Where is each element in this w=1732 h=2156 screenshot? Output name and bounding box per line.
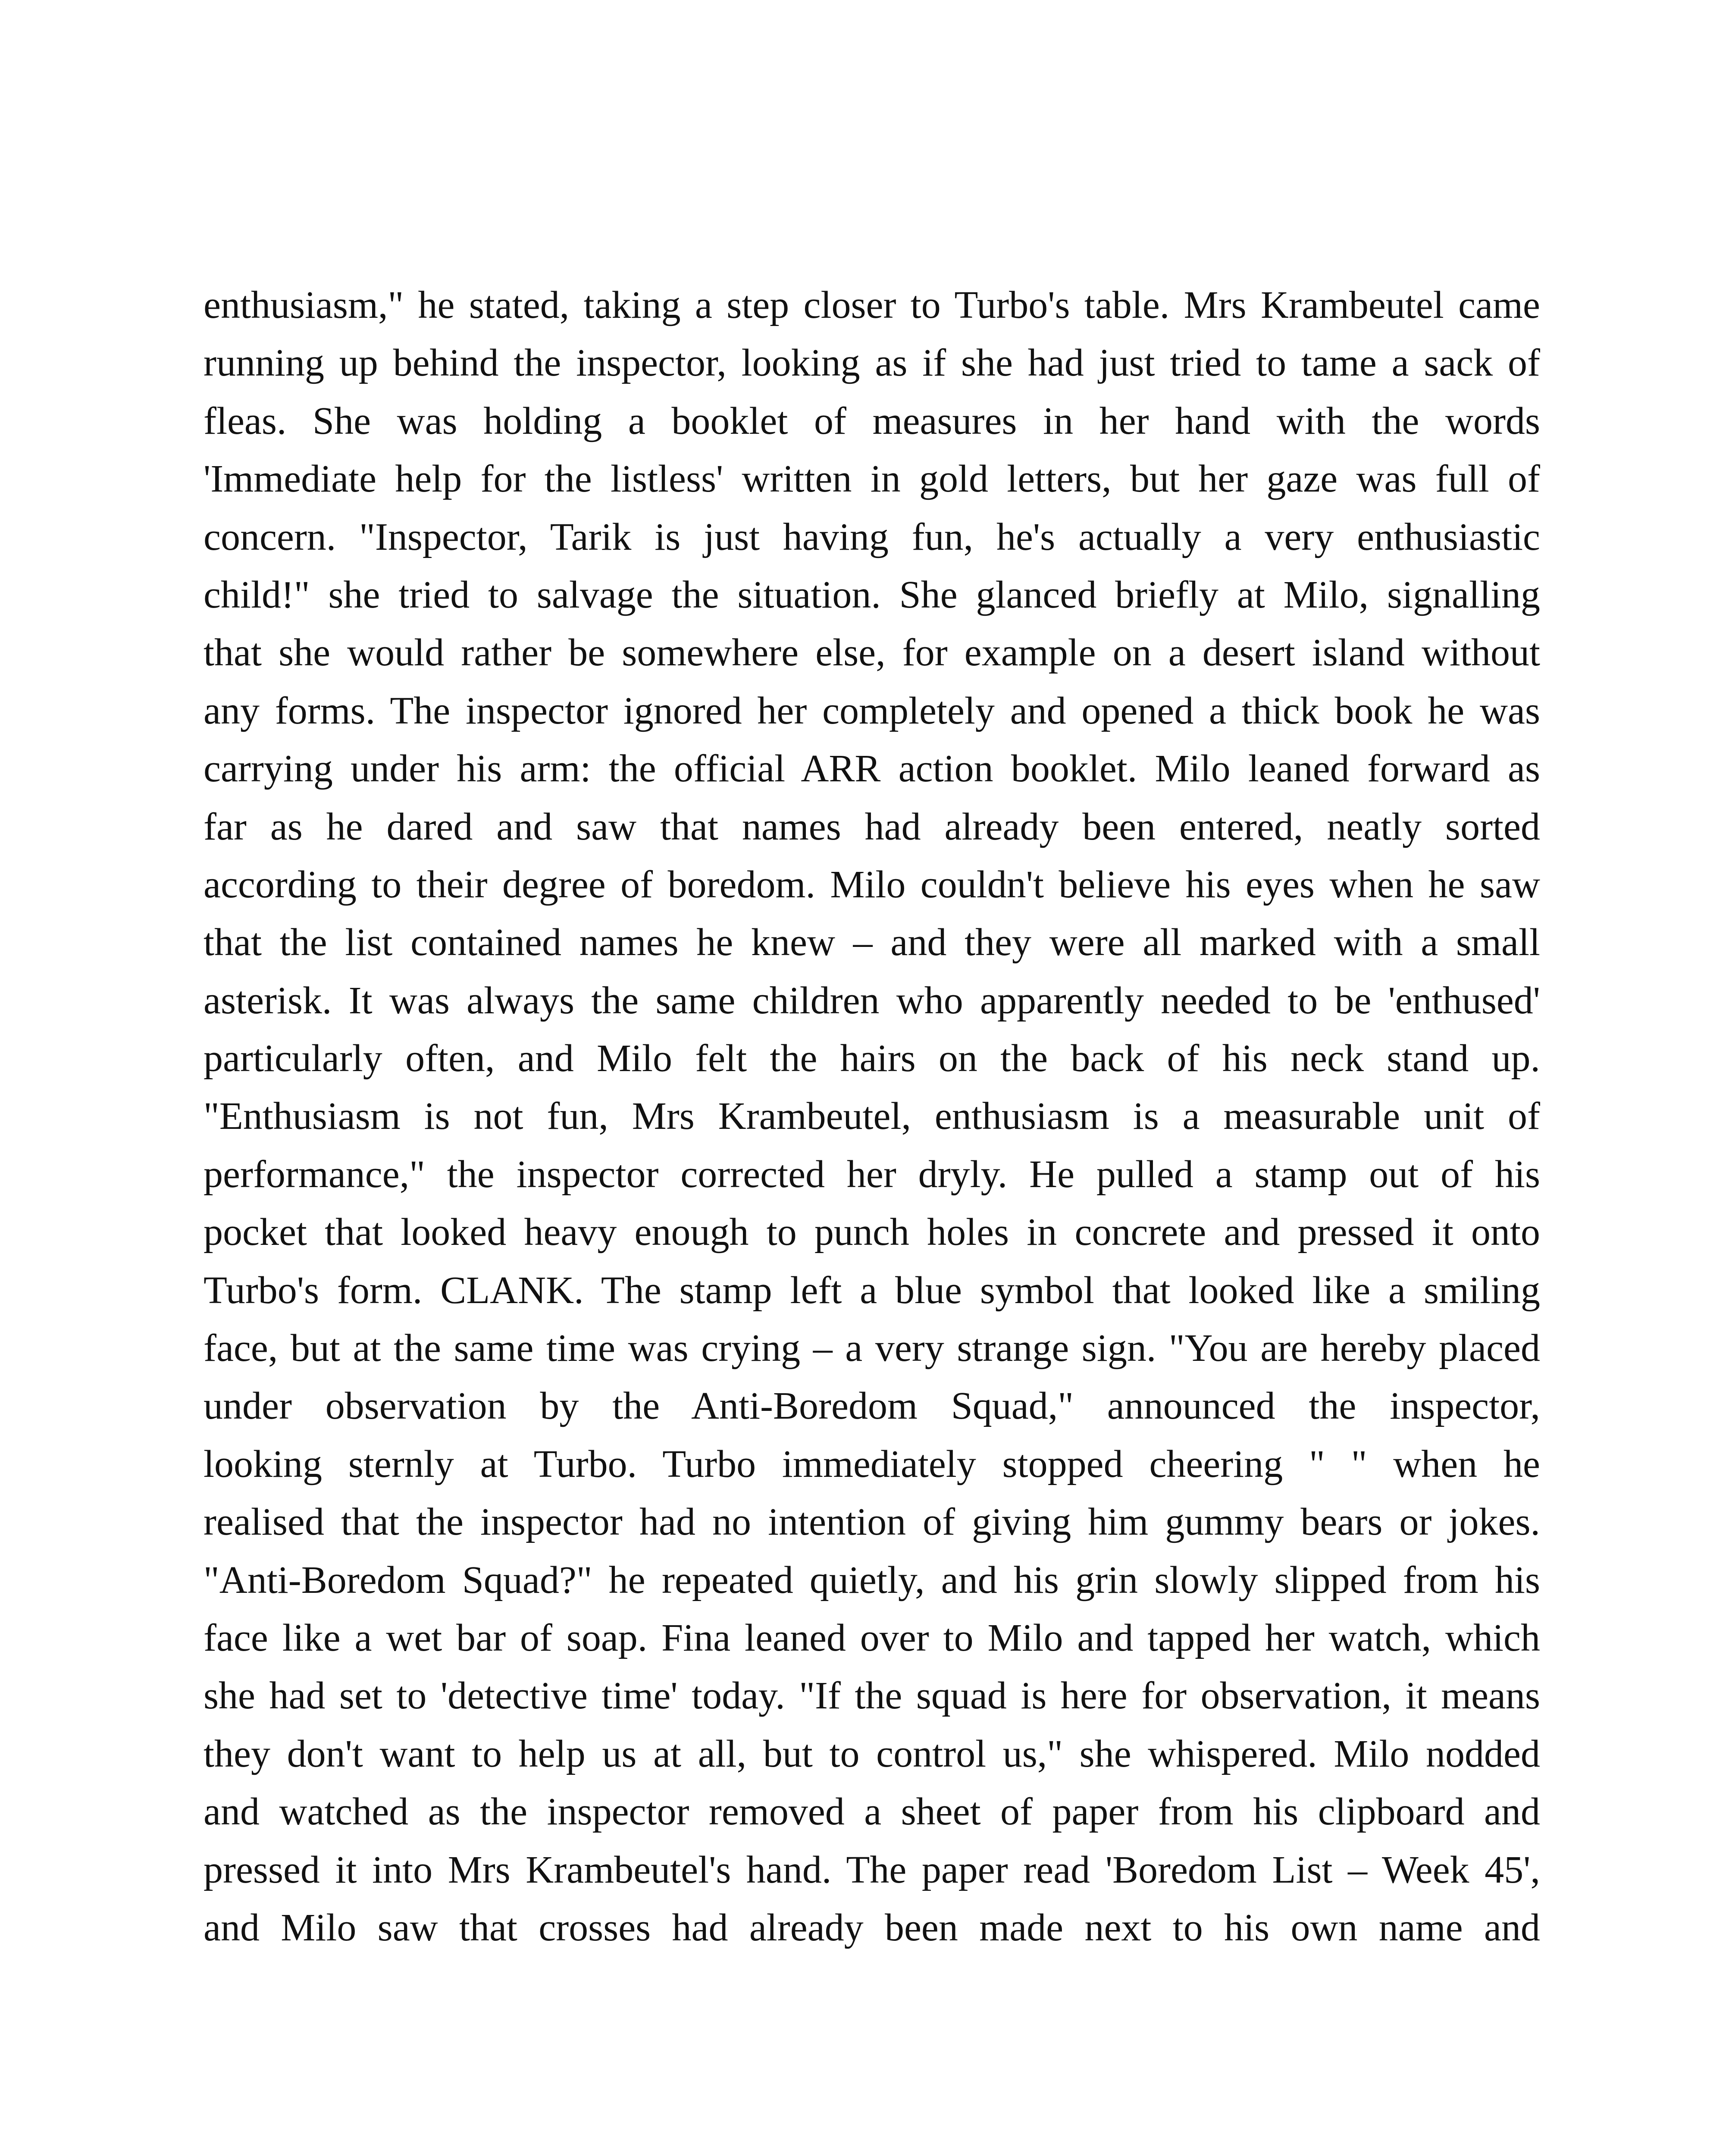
text-line: "Anti-Boredom Squad?" he repeated quietly, and his grin slowly slipped from his [204, 1558, 1540, 1601]
body-text [204, 276, 1540, 1957]
text-line: realised that the inspector had no intention of giving him gummy bears or jokes. [204, 1501, 1540, 1544]
text-line: carrying under his arm: the official ARR action booklet. Milo leaned forward as [204, 747, 1540, 790]
text-line: according to their degree of boredom. Milo couldn't believe his eyes when he saw [204, 863, 1540, 906]
text-line: asterisk. It was always the same children who apparently needed to be 'enthused' [204, 979, 1540, 1022]
text-line: running up behind the inspector, looking as if she had just tried to tame a sack of [204, 342, 1540, 385]
text-line: pressed it into Mrs Krambeutel's hand. The paper read 'Boredom List – Week 45', [204, 1848, 1540, 1891]
text-line: far as he dared and saw that names had already been entered, neatly sorted [204, 805, 1540, 848]
text-line: pocket that looked heavy enough to punch holes in concrete and pressed it onto [204, 1211, 1540, 1254]
text-line: they don't want to help us at all, but to control us," she whispered. Milo nodded [204, 1732, 1540, 1775]
text-line: particularly often, and Milo felt the hairs on the back of his neck stand up. [204, 1037, 1540, 1080]
text-line: 'Immediate help for the listless' written in gold letters, but her gaze was full of [204, 458, 1540, 501]
text-line: and Milo saw that crosses had already been made next to his own name and [204, 1906, 1540, 1949]
text-line: performance," the inspector corrected her dryly. He pulled a stamp out of his [204, 1153, 1540, 1196]
text-line: child!" she tried to salvage the situation. She glanced briefly at Milo, signalling [204, 573, 1540, 616]
text-line: "Enthusiasm is not fun, Mrs Krambeutel, enthusiasm is a measurable unit of [204, 1095, 1540, 1138]
text-line: any forms. The inspector ignored her completely and opened a thick book he was [204, 689, 1540, 732]
text-line: under observation by the Anti-Boredom Squad," announced the inspector, [204, 1385, 1540, 1428]
text-line: concern. "Inspector, Tarik is just having fun, he's actually a very enthusiastic [204, 515, 1540, 558]
text-line: that the list contained names he knew – and they were all marked with a small [204, 921, 1540, 964]
text-line: fleas. She was holding a booklet of measures in her hand with the words [204, 399, 1540, 442]
text-line: face like a wet bar of soap. Fina leaned over to Milo and tapped her watch, which [204, 1616, 1540, 1659]
text-line: that she would rather be somewhere else, for example on a desert island without [204, 631, 1540, 674]
text-line: enthusiasm," he stated, taking a step closer to Turbo's table. Mrs Krambeutel came [204, 284, 1540, 326]
text-line: she had set to 'detective time' today. "If the squad is here for observation, it means [204, 1674, 1540, 1717]
text-line: and watched as the inspector removed a sheet of paper from his clipboard and [204, 1790, 1540, 1833]
text-line: looking sternly at Turbo. Turbo immediately stopped cheering " " when he [204, 1442, 1540, 1485]
text-line: Turbo's form. CLANK. The stamp left a blue symbol that looked like a smiling [204, 1269, 1540, 1312]
text-line: face, but at the same time was crying – a very strange sign. "You are hereby placed [204, 1327, 1540, 1370]
